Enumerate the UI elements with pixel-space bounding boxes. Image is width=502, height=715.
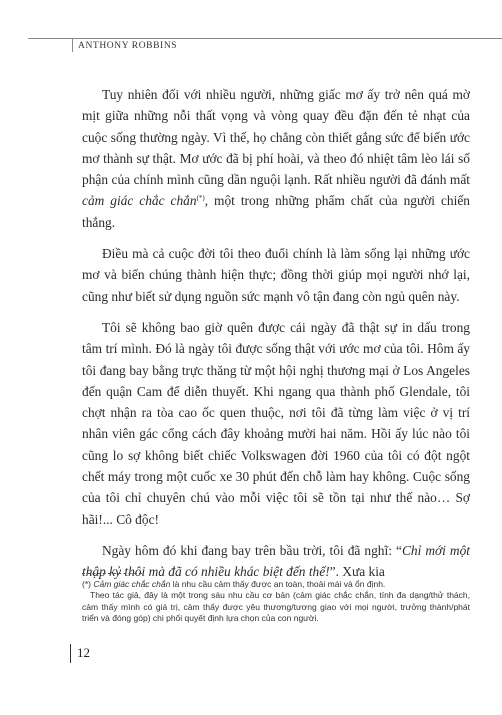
footnote-1-text: là nhu cầu cảm thấy được an toàn, thoải mái và ổn định. bbox=[170, 579, 386, 589]
footnote-2: Theo tác giả, đây là một trong sáu nhu cầu cơ bản (cảm giác chắc chắn, tính đa dạng/thử thách, cảm thấy mình có giá trị, cảm thấy được yêu thương/tương giao với mọi người, trưởng thành/phát triển và đóng góp) chi phối quyết định lựa chọn của con người. bbox=[82, 590, 470, 623]
footnote-reference[interactable]: (*) bbox=[196, 194, 205, 203]
paragraph-1-text-end: , một trong những phẩm chất của người chiến thắng. bbox=[82, 193, 470, 230]
paragraph-1-italic: cảm giác chắc chắn bbox=[82, 193, 197, 209]
paragraph-4 bbox=[82, 540, 470, 583]
paragraph-3: Tôi sẽ không bao giờ quên được cái ngày đã thật sự in dấu trong tâm trí mình. Đó là ngày tôi được sống thật với ước mơ của tôi. Hôm ấy tôi đang bay bằng trực thăng từ một hội nghị thương mại ở Los Angeles đến quận Cam để diễn thuyết. Khi ngang qua thành phố Glendale, tôi chợt nhận ra tòa cao ốc quen thuộc, nơi tôi đã từng làm việc ở vị trí nhân viên gác cổng cách đây khoảng mười hai năm. Hồi ấy lúc nào tôi cũng lo sợ không biết chiếc Volkswagen đời 1960 của tôi có đột ngột chết máy trong một cuốc xe 30 phút đến chỗ làm hay không. Cuộc sống của tôi chỉ chuyên chú vào mỗi việc tôi sẽ tồn tại như thế nào… Sợ hãi!... Cô độc! bbox=[82, 319, 470, 527]
paragraph-4-quote: Chỉ mới một thập kỷ thôi mà đã có nhiều khác biệt đến thế! bbox=[82, 542, 470, 580]
running-head: ANTHONY ROBBINS bbox=[78, 41, 178, 51]
paragraph-1-text: Tuy nhiên đối với nhiều người, những giấc mơ ấy trở nên quá mờ mịt giữa những nỗi thất vọng và vòng quay đều đặn đến tẻ nhạt của cuộc sống thường ngày. Vì thế, họ chẳng còn thiết gắng sức để biến ước mơ thành sự thật. Mơ ước đã bị phí hoài, và theo đó nhiệt tâm lèo lái số phận của chính mình cũng dần nguội lạnh. Rất nhiều người đã đánh mất bbox=[82, 87, 470, 188]
paragraph-4-text: Ngày hôm đó khi đang bay trên bầu trời, tôi đã nghĩ: “ bbox=[102, 542, 402, 558]
footnote-1 bbox=[82, 579, 470, 590]
paragraph-4-text-end: ”. Xưa kia bbox=[329, 564, 385, 580]
paragraph-1 bbox=[82, 84, 470, 233]
page-number: 12 bbox=[77, 645, 90, 660]
footnote-separator bbox=[82, 573, 142, 574]
page-number-bar bbox=[70, 644, 71, 663]
footnotes bbox=[82, 579, 470, 624]
header-tick bbox=[72, 38, 73, 52]
header-rule bbox=[28, 38, 502, 39]
paragraph-2: Điều mà cả cuộc đời tôi theo đuổi chính là làm sống lại những ước mơ và biến chúng thành hiện thực; đồng thời giúp mọi người nhớ lại, cũng như biết sử dụng nguồn sức mạnh vô tận đang còn ngủ quên này. bbox=[82, 246, 470, 304]
footnote-marker: (*) bbox=[82, 579, 94, 589]
body-text bbox=[82, 84, 470, 593]
footnote-1-term: Cảm giác chắc chắn bbox=[93, 579, 171, 589]
